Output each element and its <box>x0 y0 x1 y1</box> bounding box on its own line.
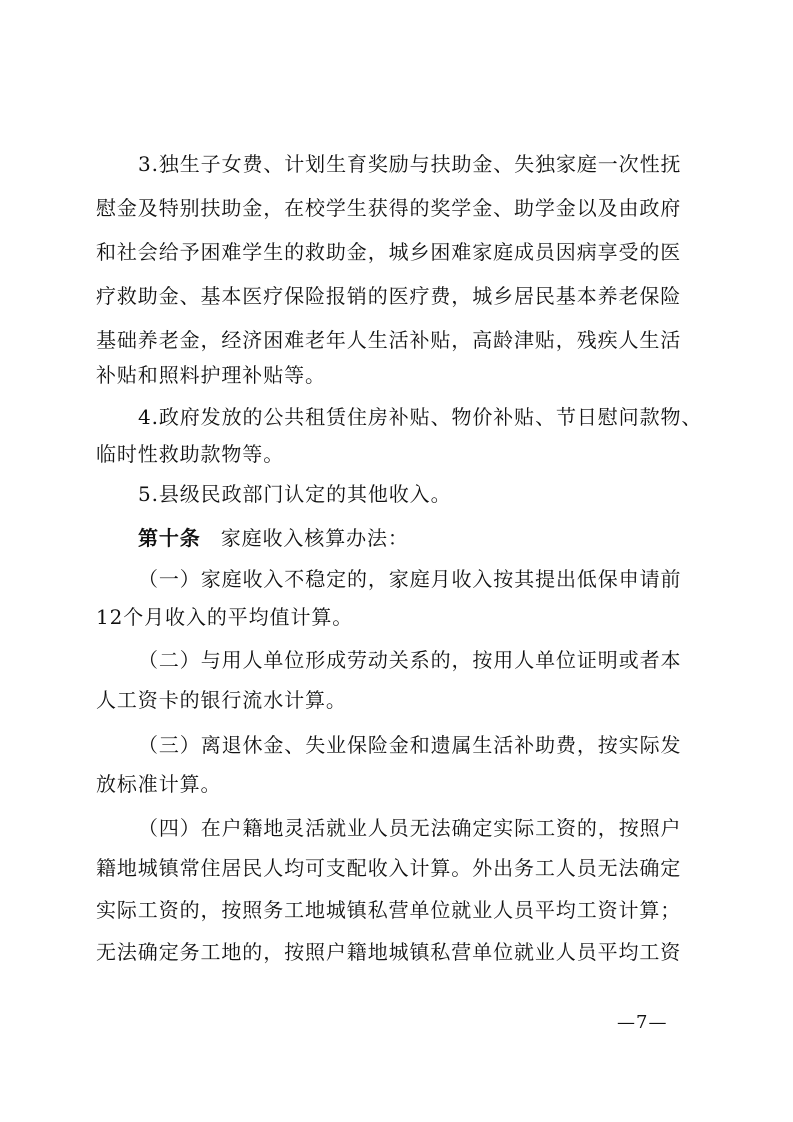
item-4-line-4: 无法确定务工地的，按照户籍地城镇私营单位就业人员平均工资 <box>96 940 682 964</box>
paragraph-3-line-2: 慰金及特别扶助金，在校学生获得的奖学金、助学金以及由政府 <box>96 196 682 220</box>
paragraph-4-line-1: 4.政府发放的公共租赁住房补贴、物价补贴、节日慰问款物、 <box>138 405 703 429</box>
item-4-line-2: 籍地城镇常住居民人均可支配收入计算。外出务工人员无法确定 <box>96 856 682 880</box>
paragraph-3-line-1: 3.独生子女费、计划生育奖励与扶助金、失独家庭一次性抚 <box>138 152 682 176</box>
paragraph-3-line-5: 基础养老金，经济困难老年人生活补贴，高龄津贴，残疾人生活 <box>96 328 682 352</box>
article-label: 第十条 <box>138 526 201 550</box>
paragraph-3-line-3: 和社会给予困难学生的救助金，城乡困难家庭成员因病享受的医 <box>96 240 682 264</box>
paragraph-3-line-6: 补贴和照料护理补贴等。 <box>96 363 326 387</box>
item-4-line-3: 实际工资的，按照务工地城镇私营单位就业人员平均工资计算； <box>96 898 682 922</box>
paragraph-5: 5.县级民政部门认定的其他收入。 <box>138 482 452 506</box>
item-3-line-1: （三）离退休金、失业保险金和遗属生活补助费，按实际发 <box>138 733 682 757</box>
page-number: —7— <box>617 1012 668 1033</box>
article-10-heading <box>138 526 409 550</box>
paragraph-3-line-4: 疗救助金、基本医疗保险报销的医疗费，城乡居民基本养老保险 <box>96 284 682 308</box>
paragraph-4-line-2: 临时性救助款物等。 <box>96 442 285 466</box>
article-10-text: 家庭收入核算办法： <box>220 526 409 550</box>
item-3-line-2: 放标准计算。 <box>96 772 222 796</box>
item-4-line-1: （四）在户籍地灵活就业人员无法确定实际工资的，按照户 <box>138 816 682 840</box>
item-1-line-2: 12个月收入的平均值计算。 <box>96 605 354 629</box>
item-2-line-2: 人工资卡的银行流水计算。 <box>96 688 347 712</box>
item-2-line-1: （二）与用人单位形成劳动关系的，按用人单位证明或者本 <box>138 648 682 672</box>
item-1-line-1: （一）家庭收入不稳定的，家庭月收入按其提出低保申请前 <box>138 567 682 591</box>
